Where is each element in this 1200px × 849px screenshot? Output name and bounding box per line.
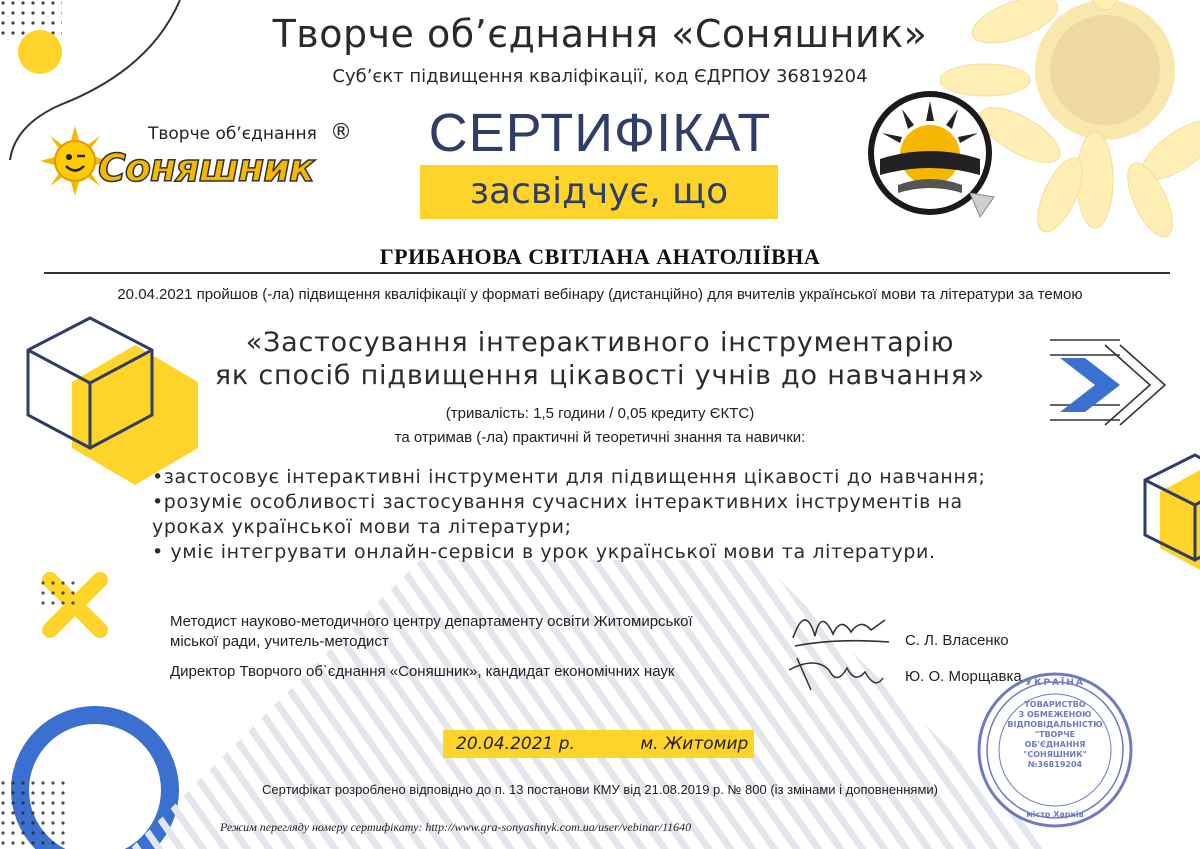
verify-note: Режим перегляду номеру сертифікату: http://www.gra-sonyashnyk.com.ua/user/vebinar/11640 (220, 820, 692, 834)
logo-sonyashnyk (40, 118, 360, 198)
signatory-2-role: Директор Творчого об`єднання «Соняшник», кандидат економічних наук (170, 663, 675, 680)
duration-text: (тривалість: 1,5 години / 0,05 кредиту ЄКТС) (445, 405, 755, 422)
stamp-line: "ТВОРЧЕ (1034, 730, 1076, 739)
certificate-banner: засвідчує, що (420, 165, 778, 219)
stamp-country: УКРАЇНА (1025, 678, 1085, 688)
signatory-2-name: Ю. О. Морщавка (905, 668, 1022, 685)
intro-text: 20.04.2021 пройшов (-ла) підвищення кваліфікації у форматі вебінару (дистанційно) для вчителів української мови та літератури за темою (117, 286, 1083, 303)
stamp-line: ОБ'ЄДНАННЯ (1024, 740, 1086, 749)
signatory-1-name: С. Л. Власенко (905, 632, 1009, 649)
skill-item: уроках української мови та літератури; (152, 516, 572, 538)
official-stamp (975, 670, 1135, 830)
stamp-line: ВІДПОВІДАЛЬНІСТЮ (1007, 720, 1103, 729)
topic-line-1: «Застосування інтерактивного інструментарію (245, 327, 955, 358)
registered-mark: ® (330, 120, 352, 145)
cube-decor-right (1145, 455, 1200, 570)
certificate-title: СЕРТИФІКАТ (428, 103, 772, 163)
skill-item: •розуміє особливості застосування сучасних інтерактивних інструментів на (152, 491, 963, 513)
round-logo-icon (862, 85, 998, 221)
x-decor (38, 575, 100, 630)
stamp-city: місто Харків (1026, 810, 1084, 819)
signatory-1-role-line-1: Методист науково-методичного центру департаменту освіти Житомирської (170, 613, 693, 630)
stamp-line: "СОНЯШНИК" (1023, 750, 1087, 759)
org-title: Творче об’єднання «Соняшник» (272, 12, 928, 56)
acquired-text: та отримав (-ла) практичні й теоретичні знання та навички: (394, 429, 806, 446)
divider-rule (44, 272, 1170, 274)
logo-caption: Творче об’єднання (148, 124, 317, 144)
stamp-text (995, 700, 1115, 770)
skill-item: •застосовує інтерактивні інструменти для підвищення цікавості до навчання; (152, 466, 986, 488)
legal-note: Сертифікат розроблено відповідно до п. 13 постанови КМУ від 21.08.2019 р. № 800 (із змінами і доповненнями) (262, 782, 938, 797)
stamp-code: №36819204 (1027, 760, 1083, 769)
date-place-banner (443, 730, 754, 758)
stamp-line: З ОБМЕЖЕНОЮ (1018, 710, 1092, 719)
signatory-1-role-line-2: міської ради, учитель-методист (170, 633, 389, 650)
handwritten-signatures (785, 598, 895, 698)
signatory-1-role (170, 612, 790, 652)
issue-date: 20.04.2021 р. (456, 734, 575, 754)
org-subtitle: Суб’єкт підвищення кваліфікації, код ЄДРПОУ 36819204 (332, 66, 868, 87)
recipient-name: ГРИБАНОВА СВІТЛАНА АНАТОЛІЇВНА (379, 244, 821, 269)
issue-place: м. Житомир (640, 734, 749, 754)
skill-item: • уміє інтегрувати онлайн-сервіси в урок української мови та літератури. (152, 541, 936, 563)
logo-wordmark: Соняшник (98, 146, 314, 190)
topic (150, 326, 1050, 392)
topic-line-2: як спосіб підвищення цікавості учнів до навчання» (214, 360, 986, 391)
stamp-line: ТОВАРИСТВО (1024, 700, 1086, 709)
skills-list (152, 465, 1052, 565)
